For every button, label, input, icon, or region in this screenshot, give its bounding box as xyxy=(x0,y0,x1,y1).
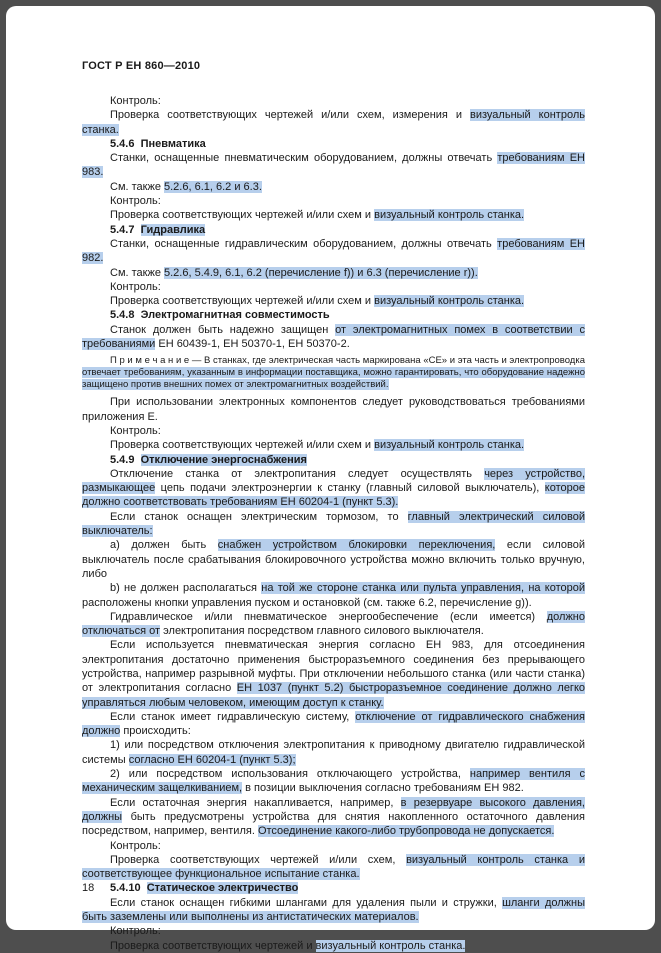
text-run: цепь подачи электроэнергии к станку (главный силовой выключатель), xyxy=(155,482,545,495)
paragraph xyxy=(82,180,585,194)
text-run: Станки, оснащенные пневматическим оборудованием, должны отвечать xyxy=(110,152,498,165)
paragraph xyxy=(82,266,585,280)
highlighted-text: главный электрический силовой выключатель: xyxy=(82,510,585,538)
text-run: Проверка соответствующих чертежей и/или схем, xyxy=(110,853,407,866)
highlighted-text: которое должно соответствовать требованиям ЕН 60204-1 (пункт 5.3). xyxy=(82,482,585,509)
section-heading xyxy=(82,881,585,895)
text-run: если силовой выключатель после срабатывания блокировочного устройства можно включить только вручную, либо xyxy=(82,539,585,580)
text-run: Проверка соответствующих чертежей и/или схем, измерения и xyxy=(110,109,471,122)
paragraph xyxy=(82,94,585,108)
note-paragraph xyxy=(82,355,585,391)
text-run: Проверка соответствующих чертежей и/или схем и xyxy=(110,209,375,222)
text-run: происходить: xyxy=(120,725,191,738)
paragraph xyxy=(82,294,585,308)
text-run: Контроль: xyxy=(110,195,161,208)
highlighted-text: требованиям ЕН 983. xyxy=(82,152,585,179)
highlighted-text: согласно ЕН 60204-1 (пункт 5.3); xyxy=(128,753,296,766)
highlighted-text: визуальный контроль станка. xyxy=(82,109,585,136)
text-run: 5.4.8 Электромагнитная совместимость xyxy=(110,309,330,322)
text-run: 5.4.7 xyxy=(110,223,141,236)
section-heading xyxy=(82,308,585,322)
highlighted-text: Статическое электричество xyxy=(146,882,299,895)
paragraph xyxy=(82,467,585,510)
text-run: 5.4.9 xyxy=(110,453,141,466)
text-run: См. также xyxy=(110,180,164,193)
paragraph xyxy=(82,108,585,137)
highlighted-text: 5.2.6, 5.4.9, 6.1, 6.2 (перечисление f)) и 6.3 (перечисление r)). xyxy=(164,266,478,279)
text-run: П р и м е ч а н и е — В станках, где электрическая часть маркирована «СЕ» и эта часть и электропроводка xyxy=(110,355,585,367)
paragraph xyxy=(82,738,585,767)
text-run: Контроль: xyxy=(110,280,161,293)
highlighted-text: 5.2.6, 6.1, 6.2 и 6.3. xyxy=(164,180,262,193)
text-run: расположены кнопки управления пуском и остановкой (см. также 6.2, перечисление g)). xyxy=(82,596,532,609)
highlighted-text: в резервуаре высокого давления, должны xyxy=(82,796,585,823)
text-run: ЕН 60439-1, ЕН 50370-1, ЕН 50370-2. xyxy=(155,338,350,351)
text-run: Отключение станка от электропитания следует осуществлять xyxy=(110,467,485,480)
paragraph xyxy=(82,839,585,853)
paragraph xyxy=(82,924,585,938)
highlighted-text: Гидравлика xyxy=(140,223,206,236)
text-run: Проверка соответствующих чертежей и/или схем и xyxy=(110,439,375,452)
paragraph xyxy=(82,796,585,839)
text-run: Контроль: xyxy=(110,839,161,852)
highlighted-text: от электромагнитных помех в соответствии с требованиями xyxy=(82,323,585,351)
highlighted-text: ЕН 1037 (пункт 5.2) быстроразъемное соединение должно легко управляться любым человеком, имеющим доступ к станку. xyxy=(82,682,585,709)
text-run: Если остаточная энергия накапливается, например, xyxy=(110,796,401,809)
text-run: 5.4.6 Пневматика xyxy=(110,137,206,150)
paragraph xyxy=(82,710,585,739)
paragraph xyxy=(82,208,585,222)
highlighted-text: визуальный контроль станка. xyxy=(374,439,525,452)
highlighted-text: через устройство, размыкающее xyxy=(82,467,586,495)
text-run: Если станок оснащен электрическим тормозом, то xyxy=(110,510,408,523)
text-run: Если станок имеет гидравлическую систему, xyxy=(110,710,356,723)
highlighted-text: снабжен устройством блокировки переключения, xyxy=(217,539,496,552)
paragraph xyxy=(82,510,585,539)
paragraph xyxy=(82,237,585,266)
highlighted-text: требованиям ЕН 982. xyxy=(82,237,586,265)
highlighted-text: отключение от гидравлического снабжения должно xyxy=(82,710,585,738)
text-run: Проверка соответствующих чертежей и xyxy=(110,939,316,952)
text-run: b) не должен располагаться xyxy=(110,582,262,595)
text-run: Контроль: xyxy=(110,95,161,107)
text-run: 1) или посредством отключения электропитания к приводному двигателю гидравлической системы xyxy=(82,739,585,766)
text-run: 2) или посредством использования отключающего устройства, xyxy=(110,768,470,781)
paragraph xyxy=(82,424,585,438)
highlighted-text: Отключение энергоснабжения xyxy=(140,453,307,466)
text-run: Если используется пневматическая энергия согласно ЕН 983, для отсоединения электропитания достаточно применения быстроразъемного соединения без прерывающего устройства, например разрывной муфты. При отключении небольшого станка (или части станка) от электропитания согласно xyxy=(82,639,585,695)
text-run: Станок должен быть надежно защищен xyxy=(110,323,336,336)
highlighted-text: визуальный контроль станка и соответствующее функциональное испытание станка. xyxy=(82,853,585,881)
paragraph xyxy=(82,538,585,581)
section-heading xyxy=(82,137,585,151)
highlighted-text: Отсоединение какого-либо трубопровода не допускается. xyxy=(257,825,555,838)
text-run: При использовании электронных компонентов следует руководствоваться требованиями приложения Е. xyxy=(82,396,585,423)
text-run: быть предусмотрены устройства для снятия накопленного остаточного давления посредством, например, вентиля. xyxy=(82,810,585,838)
text-run: электропитания посредством главного силового выключателя. xyxy=(160,625,484,638)
section-heading xyxy=(82,453,585,467)
paragraph xyxy=(82,280,585,294)
paragraph xyxy=(82,896,585,925)
paragraph xyxy=(82,939,585,953)
section-heading xyxy=(82,223,585,237)
text-run: 5.4.10 xyxy=(110,882,147,895)
paragraph xyxy=(82,638,585,709)
highlighted-text: шланги должны быть заземлены или выполнены из антистатических материалов. xyxy=(82,896,585,924)
text-run: Гидравлическое и/или пневматическое энергообеспечение (если имеется) xyxy=(110,610,547,623)
highlighted-text: отвечает требованиям, указанным в информации поставщика, можно гарантировать, что оборудование надежно защищено против внешних помех от электромагнитных воздействий. xyxy=(82,367,585,391)
text-run: Контроль: xyxy=(110,925,161,938)
paragraph xyxy=(82,194,585,208)
highlighted-text: визуальный контроль станка. xyxy=(374,295,525,308)
text-run: Станки, оснащенные гидравлическим оборудованием, должны отвечать xyxy=(110,237,498,250)
paragraph xyxy=(82,395,585,424)
highlighted-text: визуальный контроль станка. xyxy=(374,209,525,222)
paragraph xyxy=(82,610,585,639)
text-run: а) должен быть xyxy=(110,539,218,552)
text-run: Контроль: xyxy=(110,424,161,437)
text-run: в позиции выключения согласно требованиям ЕН 982. xyxy=(242,782,524,795)
text-run: См. также xyxy=(110,266,164,279)
paragraph xyxy=(82,767,585,796)
paragraph xyxy=(82,151,585,180)
highlighted-text: визуальный контроль станка. xyxy=(315,939,466,952)
document-page xyxy=(6,6,655,952)
highlighted-text: должно отключаться от xyxy=(82,610,585,638)
paragraph xyxy=(82,853,585,882)
paragraph xyxy=(82,438,585,452)
paragraph xyxy=(82,581,585,610)
doc-header: ГОСТ Р ЕН 860—2010 xyxy=(82,60,201,72)
highlighted-text: например вентиля с механическим защелкиванием, xyxy=(82,768,585,795)
paragraph xyxy=(82,323,585,352)
text-run: Проверка соответствующих чертежей и/или схем и xyxy=(110,295,375,308)
text-run: Если станок оснащен гибкими шлангами для удаления пыли и стружки, xyxy=(110,896,503,909)
page-number: 18 xyxy=(82,882,95,894)
highlighted-text: на той же стороне станка или пульта управления, на которой xyxy=(261,582,586,595)
page-body xyxy=(82,94,585,953)
